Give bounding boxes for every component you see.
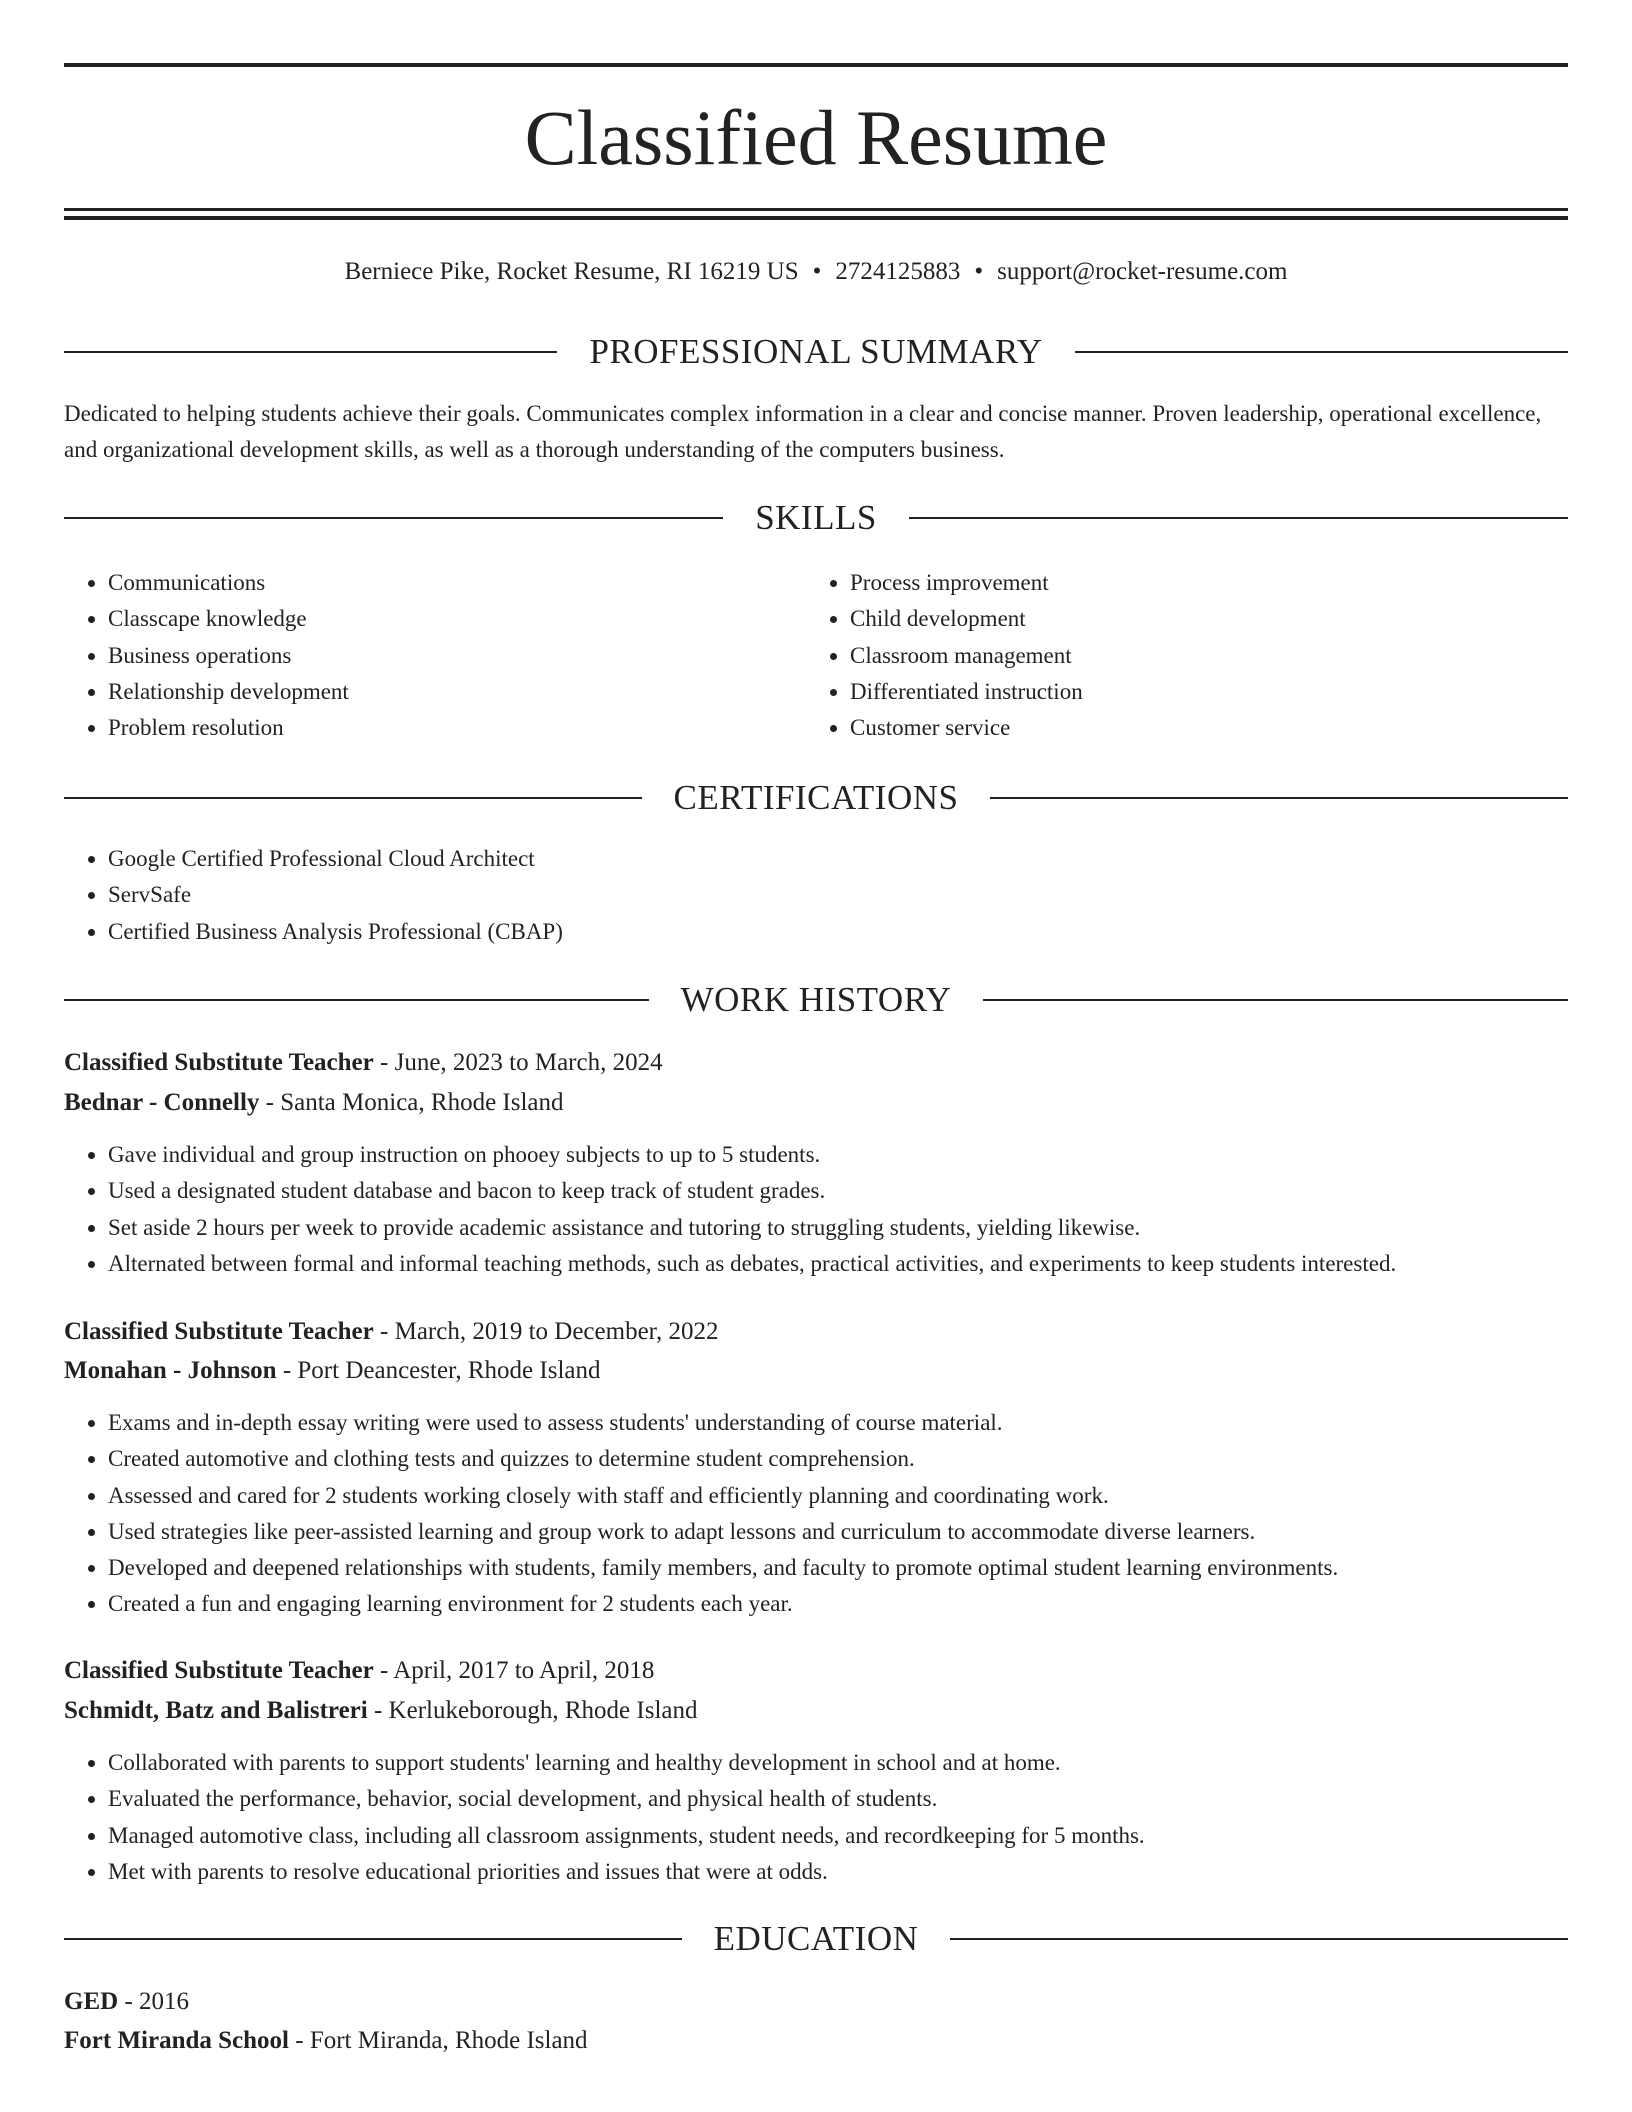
divider-line: [1075, 351, 1568, 353]
job-title: Classified Substitute Teacher: [64, 1657, 374, 1684]
list-item: • Met with parents to resolve educational priorities and issues that were at odds.: [108, 1854, 1568, 1890]
list-item: • Set aside 2 hours per week to provide academic assistance and tutoring to struggling students, yielding likewise.: [108, 1210, 1568, 1246]
list-item: • Differentiated instruction: [850, 674, 1550, 710]
job-company: Monahan - Johnson: [64, 1357, 277, 1384]
list-item: • Certified Business Analysis Professional (CBAP): [108, 914, 1568, 950]
job-company-line: [64, 1693, 1568, 1729]
education-heading-row: [64, 1917, 1568, 1961]
divider-line: [950, 1938, 1568, 1940]
resume-title: Classified Resume: [524, 94, 1108, 181]
job-company: Bednar - Connelly: [64, 1089, 260, 1116]
list-item: • Created automotive and clothing tests and quizzes to determine student comprehension.: [108, 1441, 1568, 1477]
job-bullets: [64, 1137, 1568, 1282]
job-location: - Santa Monica, Rhode Island: [259, 1089, 564, 1116]
list-item: • Evaluated the performance, behavior, social development, and physical health of students.: [108, 1781, 1568, 1817]
title-rule-lower: [64, 216, 1568, 220]
job-title-line: [64, 1314, 1568, 1350]
list-item: • Managed automotive class, including all classroom assignments, student needs, and recordkeeping for 5 months.: [108, 1818, 1568, 1854]
divider-line: [983, 999, 1568, 1001]
job-company-line: [64, 1085, 1568, 1121]
certifications-list: [64, 841, 1568, 950]
summary-text: Dedicated to helping students achieve their goals. Communicates complex information in a clear and concise manner. Proven leadership, operational excellence, and organizational development skills, as well as a thorough understanding of the computers business.: [64, 401, 1542, 462]
job-company: Schmidt, Batz and Balistreri: [64, 1697, 368, 1724]
divider-line: [64, 517, 723, 519]
education-heading: EDUCATION: [713, 1919, 919, 1958]
contact-phone: 2724125883: [835, 258, 961, 285]
divider-line: [64, 1938, 682, 1940]
work-history-heading-row: [64, 978, 1568, 1022]
job-dates: - March, 2019 to December, 2022: [373, 1318, 719, 1345]
education-degree: GED: [64, 1988, 119, 2015]
list-item: • Process improvement: [850, 565, 1550, 601]
contact-separator: •: [812, 258, 822, 285]
job-company-line: [64, 1353, 1568, 1389]
summary-heading-row: [64, 330, 1568, 374]
job-location: - Kerlukeborough, Rhode Island: [367, 1697, 698, 1724]
skills-list-right: [806, 565, 1550, 746]
list-item: • Gave individual and group instruction on phooey subjects to up to 5 students.: [108, 1137, 1568, 1173]
skills-heading: SKILLS: [755, 498, 877, 537]
contact-separator: •: [974, 258, 984, 285]
list-item: • Classroom management: [850, 638, 1550, 674]
education-degree-line: [64, 1984, 1568, 2020]
job-title-line: [64, 1653, 1568, 1689]
certifications-heading-row: [64, 776, 1568, 820]
summary-heading: PROFESSIONAL SUMMARY: [589, 332, 1043, 371]
top-rule: [64, 63, 1568, 67]
list-item: • Exams and in-depth essay writing were used to assess students' understanding of course material.: [108, 1405, 1568, 1441]
divider-line: [990, 797, 1568, 799]
list-item: • Communications: [108, 565, 808, 601]
contact-email: support@rocket-resume.com: [997, 258, 1288, 285]
list-item: • Child development: [850, 601, 1550, 637]
skills-list-left: [64, 565, 808, 746]
list-item: • Used strategies like peer-assisted learning and group work to adapt lessons and curriculum to accommodate diverse learners.: [108, 1514, 1568, 1550]
title-rule-upper: [64, 208, 1568, 211]
list-item: • Problem resolution: [108, 710, 808, 746]
job-bullets: [64, 1405, 1568, 1623]
list-item: • Customer service: [850, 710, 1550, 746]
education-school-line: [64, 2023, 1568, 2059]
divider-line: [64, 797, 642, 799]
list-item: • Developed and deepened relationships with students, family members, and faculty to promote optimal student learning environments.: [108, 1550, 1568, 1586]
list-item: • Used a designated student database and bacon to keep track of student grades.: [108, 1173, 1568, 1209]
skills-heading-row: [64, 496, 1568, 540]
list-item: • Classcape knowledge: [108, 601, 808, 637]
list-item: • Created a fun and engaging learning environment for 2 students each year.: [108, 1586, 1568, 1622]
job-title: Classified Substitute Teacher: [64, 1049, 374, 1076]
job-title: Classified Substitute Teacher: [64, 1318, 374, 1345]
divider-line: [64, 351, 557, 353]
divider-line: [64, 999, 649, 1001]
job-dates: - April, 2017 to April, 2018: [373, 1657, 655, 1684]
list-item: • Collaborated with parents to support students' learning and healthy development in school and at home.: [108, 1745, 1568, 1781]
list-item: • ServSafe: [108, 877, 1568, 913]
list-item: • Assessed and cared for 2 students working closely with staff and efficiently planning and coordinating work.: [108, 1478, 1568, 1514]
certifications-heading: CERTIFICATIONS: [673, 778, 959, 817]
list-item: • Google Certified Professional Cloud Architect: [108, 841, 1568, 877]
job-title-line: [64, 1045, 1568, 1081]
contact-address: Berniece Pike, Rocket Resume, RI 16219 US: [344, 258, 799, 285]
list-item: • Relationship development: [108, 674, 808, 710]
divider-line: [909, 517, 1568, 519]
job-bullets: [64, 1745, 1568, 1890]
contact-line: [64, 254, 1568, 290]
education-year: - 2016: [118, 1988, 190, 2015]
list-item: • Alternated between formal and informal teaching methods, such as debates, practical activities, and experiments to keep students interested.: [108, 1246, 1568, 1282]
list-item: • Business operations: [108, 638, 808, 674]
education-location: - Fort Miranda, Rhode Island: [289, 2027, 588, 2054]
job-location: - Port Deancester, Rhode Island: [276, 1357, 601, 1384]
job-dates: - June, 2023 to March, 2024: [373, 1049, 663, 1076]
education-school: Fort Miranda School: [64, 2027, 289, 2054]
work-history-heading: WORK HISTORY: [680, 980, 952, 1019]
